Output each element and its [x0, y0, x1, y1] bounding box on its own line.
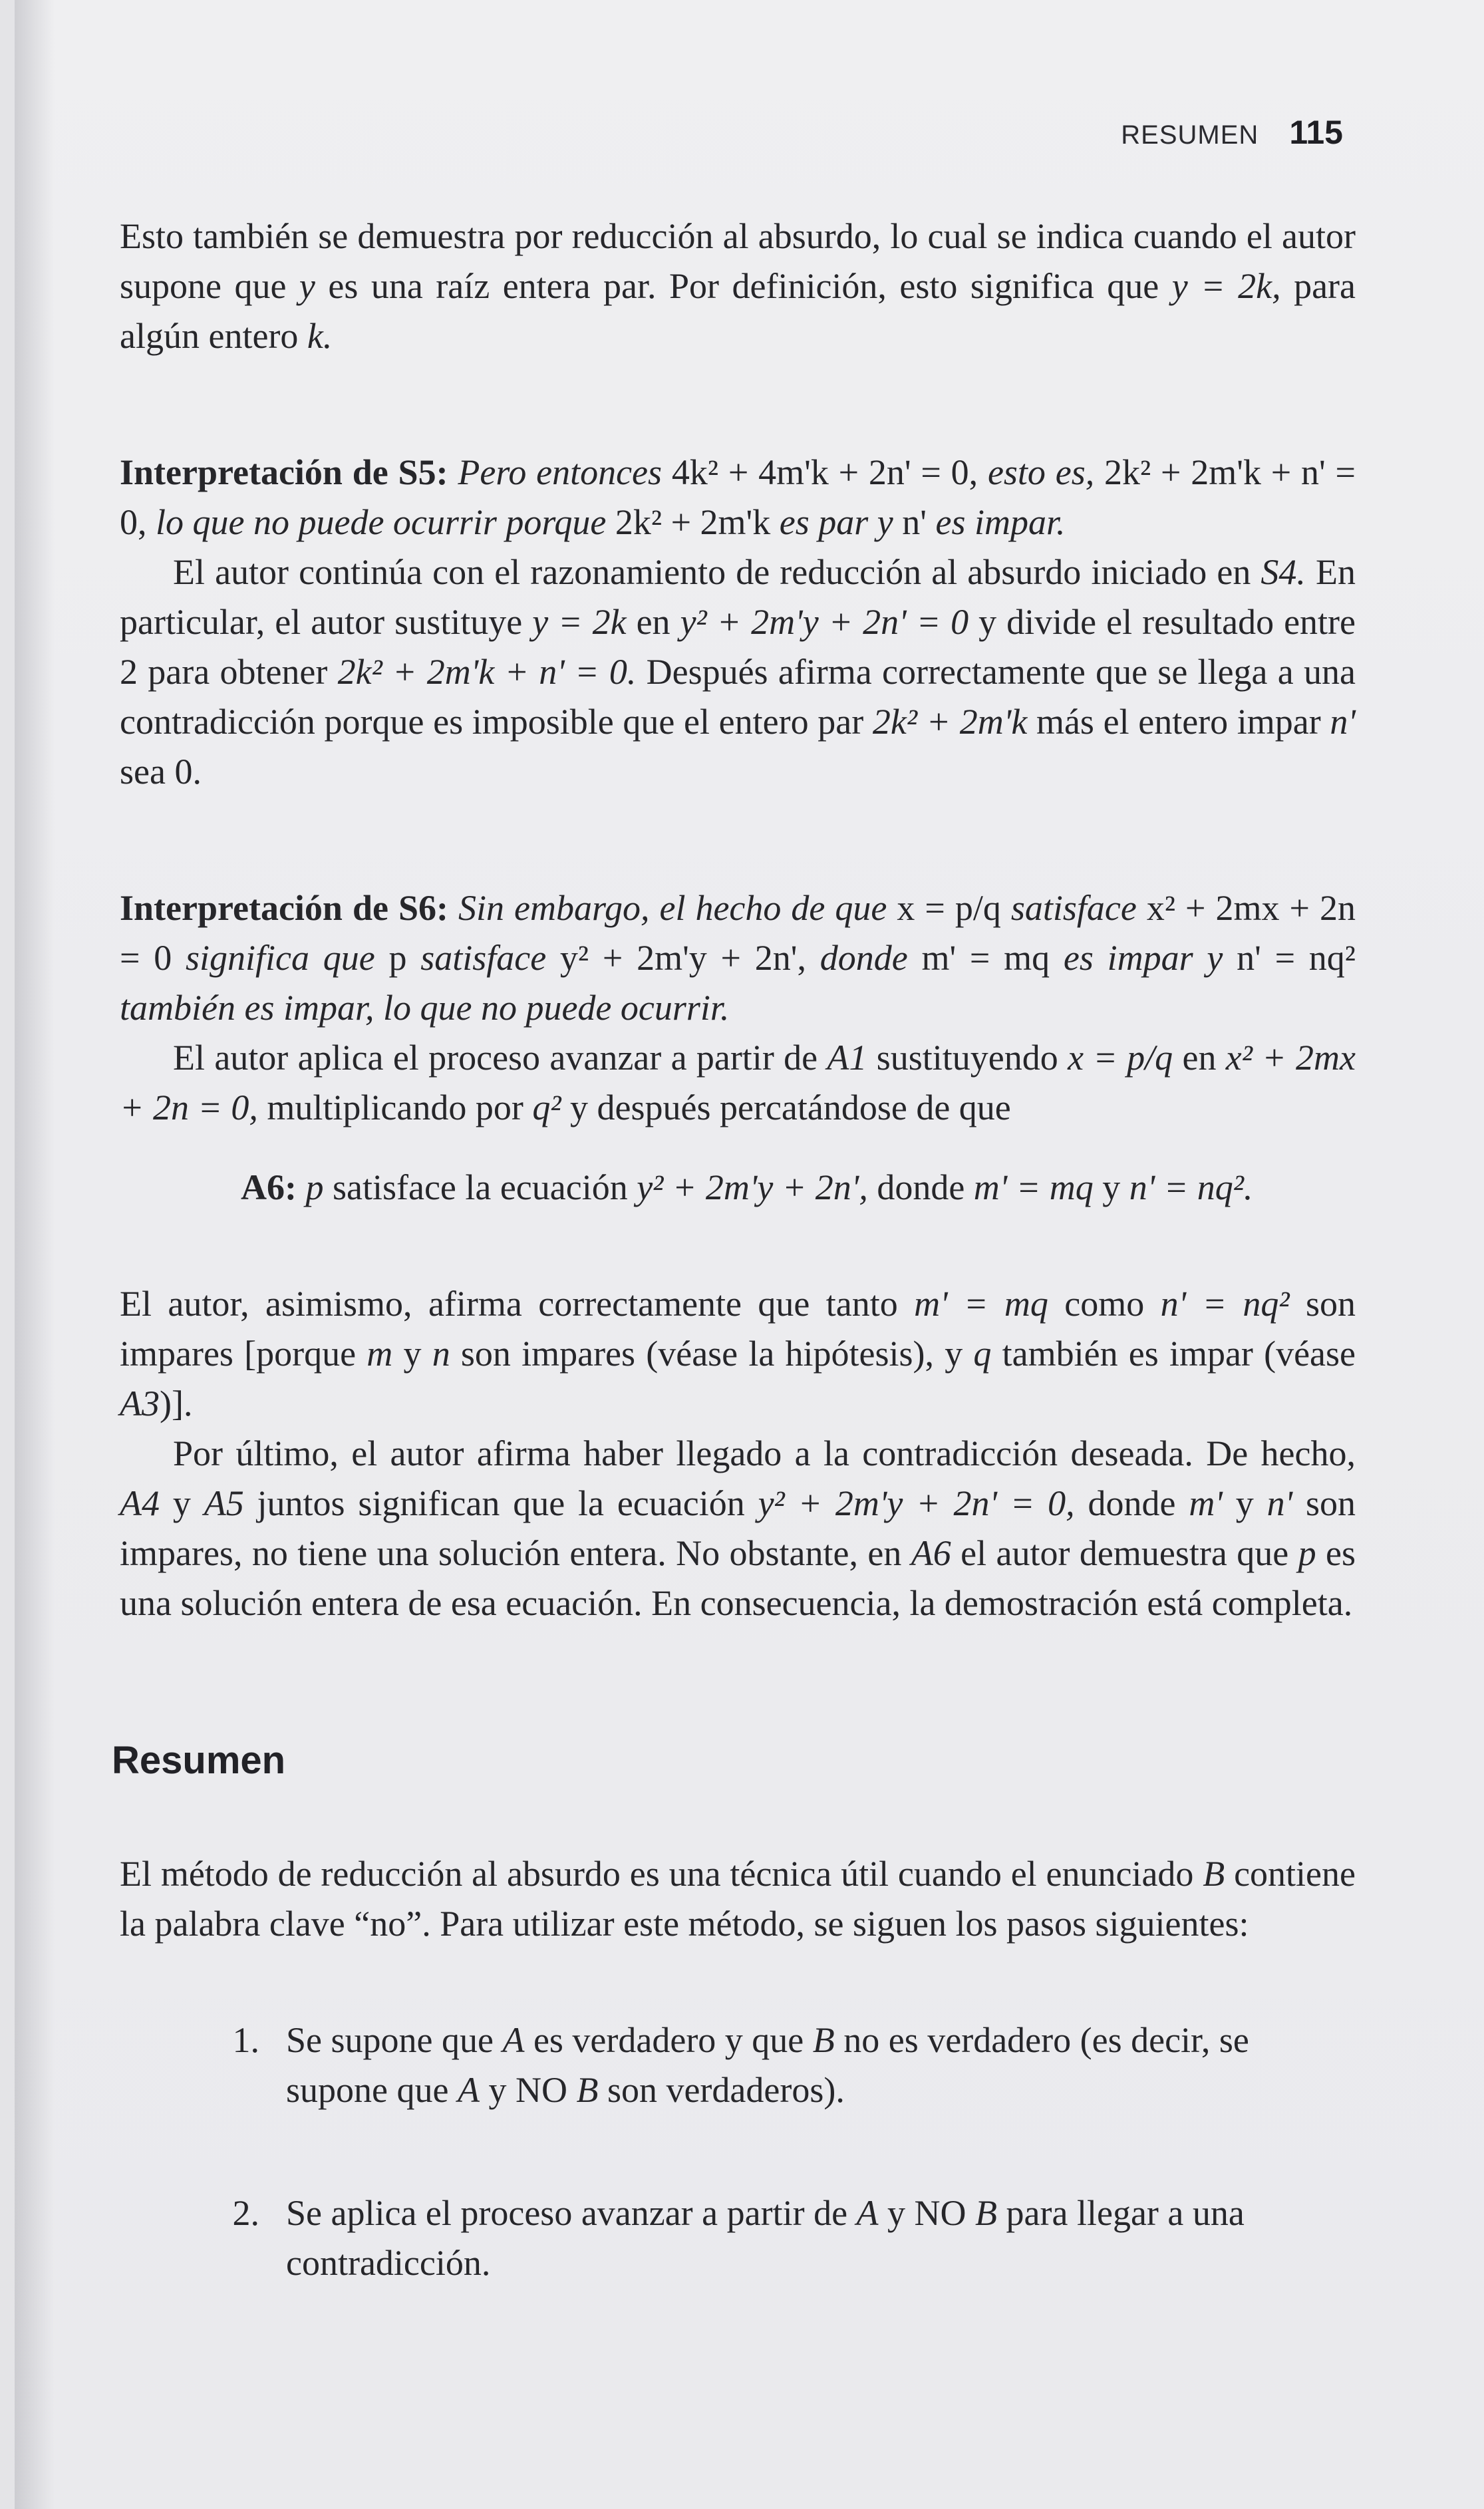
list-item-text: Se aplica el proceso avanzar a partir de A y NO B para llegar a una contradicción. — [286, 2193, 1245, 2283]
list-item-text: Se supone que A es verdadero y que B no es verdadero (es decir, se supone que A y NO B son verdaderos). — [286, 2020, 1249, 2110]
interpretation-s6: Interpretación de S6: Sin embargo, el hecho de que x = p/q satisface x² + 2mx + 2n = 0 significa que p satisface y² + 2m'y + 2n', donde m' = mq es impar y n' = nq² también es impar, lo que no puede ocurrir. — [120, 888, 1356, 1028]
paragraph-s6-explanation: El autor aplica el proceso avanzar a partir de A1 sustituyendo x = p/q en x² + 2mx + 2n = 0, multiplicando por q² y después percatándose de que — [120, 1038, 1356, 1127]
list-item — [120, 2188, 1356, 2288]
summary-steps — [120, 2015, 1356, 2288]
list-number: 1. — [232, 2020, 259, 2060]
interpretation-s5: Interpretación de S5: Pero entonces 4k² + 4m'k + 2n' = 0, esto es, 2k² + 2m'k + n' = 0, lo que no puede ocurrir porque 2k² + 2m'k es par y n' es impar. — [120, 452, 1356, 542]
book-page — [15, 0, 1484, 2509]
paragraph-intro: Esto también se demuestra por reducción al absurdo, lo cual se indica cuando el autor supone que y es una raíz entera par. Por definición, esto significa que y = 2k, para algún entero k. — [120, 216, 1356, 356]
a6-label: A6: — [241, 1167, 297, 1207]
summary-intro: El método de reducción al absurdo es una técnica útil cuando el enunciado B contiene la palabra clave “no”. Para utilizar este método, se siguen los pasos siguientes: — [120, 1854, 1356, 1944]
section-heading-resumen: Resumen — [112, 1739, 286, 1782]
page-body — [112, 212, 1356, 2361]
gutter-shadow — [15, 0, 55, 2509]
s6-label: Interpretación de S6: — [120, 888, 448, 928]
page-number: 115 — [1289, 114, 1343, 151]
paragraph-odd-claim: El autor, asimismo, afirma correctamente que tanto m' = mq como n' = nq² son impares [porque m y n son impares (véase la hipótesis), y q también es impar (véase A3)]. — [120, 1284, 1356, 1423]
list-item — [120, 2015, 1356, 2115]
list-number: 2. — [232, 2193, 259, 2233]
page-header — [1121, 113, 1343, 152]
running-head: RESUMEN — [1121, 120, 1259, 150]
statement-a6: A6: p satisface la ecuación y² + 2m'y + 2n', donde m' = mq y n' = nq². — [241, 1167, 1253, 1207]
paragraph-conclusion: Por último, el autor afirma haber llegado a la contradicción deseada. De hecho, A4 y A5 juntos significan que la ecuación y² + 2m'y + 2n' = 0, donde m' y n' son impares, no tiene una solución entera. No obstante, en A6 el autor demuestra que p es una solución entera de esa ecuación. En consecuencia, la demostración está completa. — [120, 1433, 1356, 1623]
paragraph-s5-explanation: El autor continúa con el razonamiento de reducción al absurdo iniciado en S4. En particular, el autor sustituye y = 2k en y² + 2m'y + 2n' = 0 y divide el resultado entre 2 para obtener 2k² + 2m'k + n' = 0. Después afirma correctamente que se llega a una contradicción porque es imposible que el entero par 2k² + 2m'k más el entero impar n' sea 0. — [120, 552, 1356, 792]
s5-label: Interpretación de S5: — [120, 452, 448, 492]
